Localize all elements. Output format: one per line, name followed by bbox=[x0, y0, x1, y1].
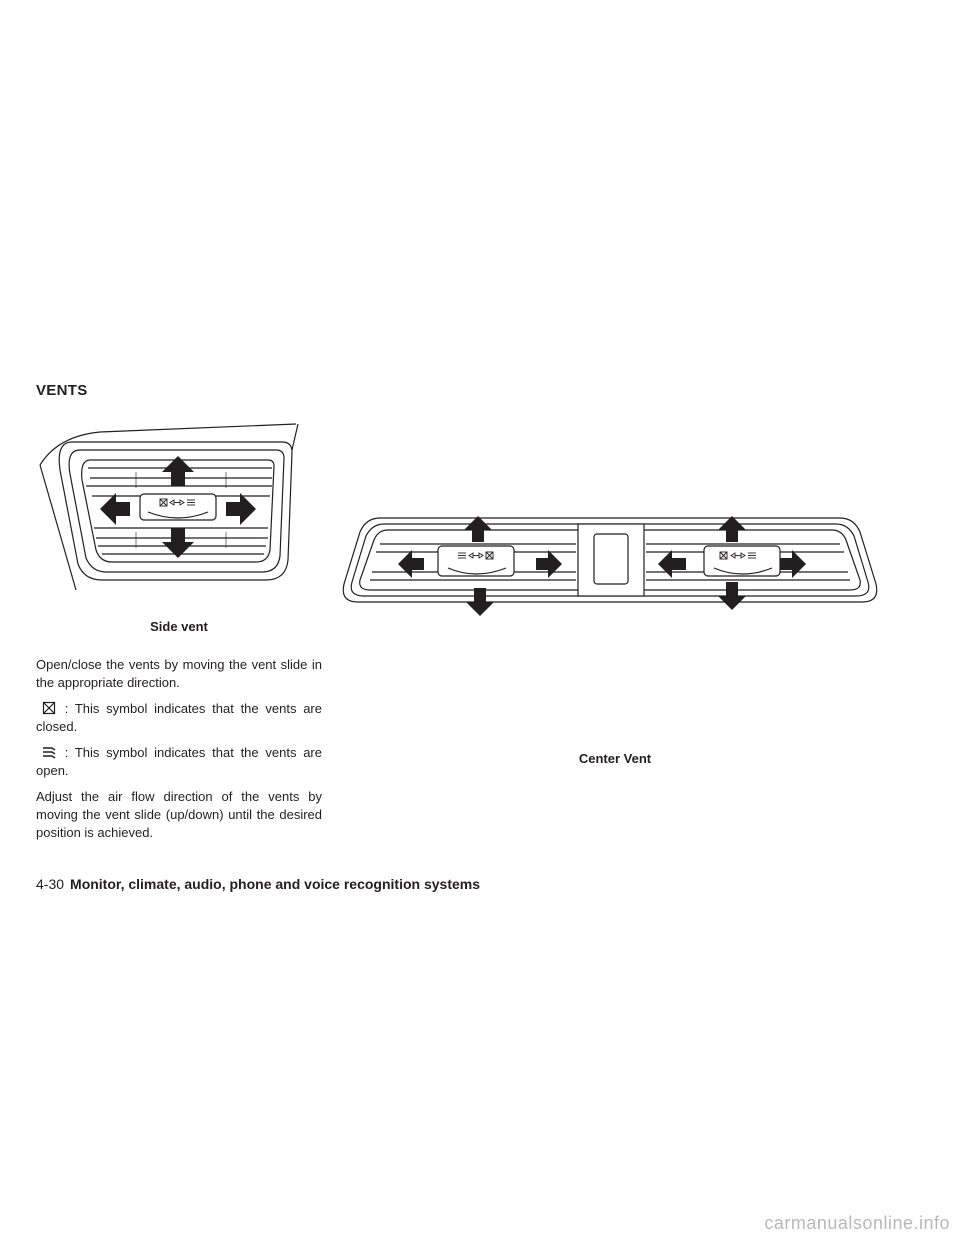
center-vent-caption: Center Vent bbox=[578, 751, 652, 766]
center-vent-illustration bbox=[340, 504, 880, 624]
center-panel bbox=[578, 524, 644, 596]
vent-closed-icon bbox=[42, 701, 56, 715]
vent-open-icon bbox=[42, 745, 56, 759]
body-text bbox=[36, 656, 322, 850]
section-title: VENTS bbox=[36, 382, 88, 399]
open-symbol-paragraph bbox=[36, 744, 322, 780]
side-vent-illustration bbox=[36, 420, 322, 620]
chapter-title: Monitor, climate, audio, phone and voice recognition systems bbox=[70, 876, 480, 892]
center-left-slide bbox=[438, 546, 514, 576]
dash-outline bbox=[40, 424, 296, 465]
adjust-paragraph: Adjust the air flow direction of the vents by moving the vent slide (up/down) until the desired position is achieved. bbox=[36, 789, 322, 840]
watermark: carmanualsonline.info bbox=[764, 1213, 950, 1233]
closed-symbol-paragraph bbox=[36, 700, 322, 736]
page-footer bbox=[36, 876, 480, 892]
closed-symbol-text: : This symbol indicates that the vents are closed. bbox=[36, 701, 322, 734]
intro-paragraph: Open/close the vents by moving the vent slide in the appropriate direction. bbox=[36, 657, 322, 690]
dash-edge-right bbox=[292, 424, 298, 450]
vent-slide bbox=[140, 494, 216, 520]
page-number: 4-30 bbox=[36, 876, 65, 892]
side-vent-caption: Side vent bbox=[150, 619, 208, 634]
center-right-slide bbox=[704, 546, 780, 576]
open-symbol-text: : This symbol indicates that the vents are open. bbox=[36, 745, 322, 778]
